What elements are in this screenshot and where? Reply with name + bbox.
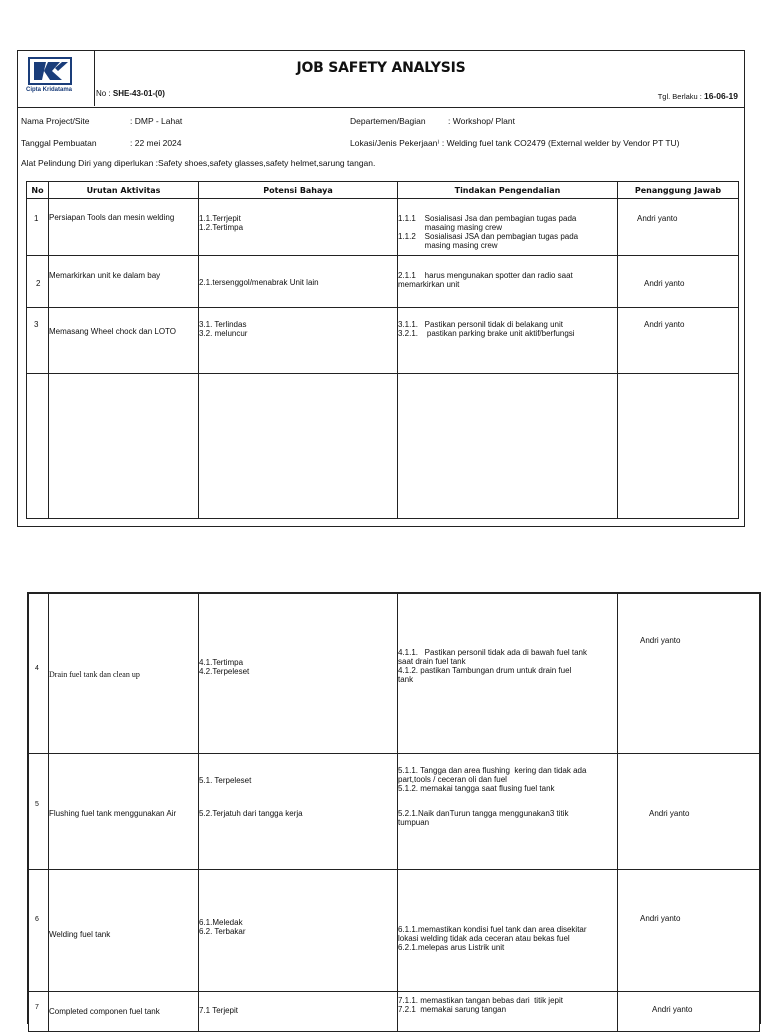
hazard-item: 6.1.Meledak <box>199 918 243 927</box>
row-pic: Andri yanto <box>644 279 685 288</box>
row-pic: Andri yanto <box>649 809 690 818</box>
control-item: part,tools / ceceran oli dan fuel <box>398 775 507 784</box>
table-empty-row <box>27 374 739 519</box>
table-row <box>29 992 760 1032</box>
effective-date <box>658 91 738 101</box>
row-pic: Andri yanto <box>652 1005 693 1014</box>
doc-no-label: No : <box>96 89 111 98</box>
tgl-value: 16-06-19 <box>703 91 738 101</box>
lokasi-text: Lokasi/Jenis Pekerjaan⁾ : Welding fuel tank CO2479 (External welder by Vendor PT TU) <box>350 138 680 148</box>
hazard-item: 2.1.tersenggol/menabrak Unit lain <box>199 278 319 287</box>
control-item: 6.1.1.memastikan kondisi fuel tank dan area disekitar <box>398 925 587 934</box>
control-item: memarkirkan unit <box>398 280 460 289</box>
tgl-label: Tgl. Berlaku : <box>657 92 702 101</box>
hazard-item: 1.1.Terrjepit <box>199 214 241 223</box>
row-no: 1 <box>34 214 39 223</box>
row-controls <box>398 320 575 338</box>
row-hazards <box>199 918 246 936</box>
table-row <box>27 199 739 256</box>
date-label: Tanggal Pembuatan <box>21 138 97 148</box>
apd-text: Alat Pelindung Diri yang diperlukan :Safety shoes,safety glasses,safety helmet,sarung tangan. <box>21 158 376 168</box>
control-item: 4.1.2. pastikan Tambungan drum untuk drain fuel <box>398 666 572 675</box>
date-value: : 22 mei 2024 <box>130 138 182 148</box>
control-item: 4.1.1. Pastikan personil tidak ada di bawah fuel tank <box>398 648 588 657</box>
row-activity: Persiapan Tools dan mesin welding <box>49 213 175 222</box>
col-hazard: Potensi Bahaya <box>199 182 398 199</box>
jsa-table-2 <box>28 593 760 1032</box>
control-item: saat drain fuel tank <box>398 657 466 666</box>
dept-label: Departemen/Bagian <box>350 116 426 126</box>
hazard-item: 3.1. Terlindas <box>199 320 247 329</box>
table-row <box>29 594 760 754</box>
jsa-page-2 <box>27 592 761 1024</box>
control-item: 5.2.1.Naik danTurun tangga menggunakan3 titik <box>398 809 569 818</box>
row-pic: Andri yanto <box>644 320 685 329</box>
row-no: 3 <box>34 320 39 329</box>
table-row <box>27 256 739 308</box>
row-activity: Welding fuel tank <box>49 930 111 939</box>
hazard-item: 4.1.Tertimpa <box>199 658 244 667</box>
table-row <box>29 870 760 992</box>
row-no: 5 <box>35 801 39 808</box>
row-controls <box>398 214 578 250</box>
control-item: tumpuan <box>398 818 430 827</box>
hazard-item: 1.2.Tertimpa <box>199 223 244 232</box>
table-row <box>29 754 760 870</box>
control-item: 7.1.1. memastikan tangan bebas dari titik jepit <box>398 996 563 1005</box>
col-pic: Penanggung Jawab <box>618 182 739 199</box>
hazard-item: 5.2.Terjatuh dari tangga kerja <box>199 809 303 818</box>
jsa-page-1 <box>17 50 745 527</box>
control-item: 1.1.2 Sosialisasi JSA dan pembagian tugas pada <box>398 232 579 241</box>
document-title: JOB SAFETY ANALYSIS <box>296 60 466 76</box>
row-controls <box>398 925 587 952</box>
row-activity: Memasang Wheel chock dan LOTO <box>49 327 177 336</box>
row-pic: Andri yanto <box>640 636 681 645</box>
row-controls <box>398 996 563 1014</box>
control-item: masing masing crew <box>398 241 498 250</box>
row-no: 2 <box>36 279 41 288</box>
row-activity: Memarkirkan unit ke dalam bay <box>49 271 161 280</box>
doc-no-value: SHE-43-01-(0) <box>112 89 165 98</box>
control-item: 3.2.1. pastikan parking brake unit aktif/berfungsi <box>398 329 575 338</box>
project-value: : DMP - Lahat <box>130 116 183 126</box>
hazard-item: 5.1. Terpeleset <box>199 776 252 785</box>
row-no: 6 <box>35 916 39 923</box>
col-activity: Urutan Aktivitas <box>49 182 199 199</box>
hazard-item: 3.2. meluncur <box>199 329 248 338</box>
hazard-item: 6.2. Terbakar <box>199 927 246 936</box>
row-controls <box>398 766 586 793</box>
table-row <box>27 308 739 374</box>
row-no: 4 <box>35 665 39 672</box>
row-controls <box>398 271 573 289</box>
col-no: No <box>27 182 49 199</box>
row-hazards <box>199 278 319 287</box>
control-item: 5.1.2. memakai tangga saat flusing fuel tank <box>398 784 555 793</box>
control-item: 6.2.1.melepas arus Listrik unit <box>398 943 505 952</box>
jsa-table-1 <box>26 181 739 519</box>
table-header-row <box>27 182 739 199</box>
control-item: 7.2.1 memakai sarung tangan <box>398 1005 507 1014</box>
dept-value: : Workshop/ Plant <box>448 116 515 126</box>
control-item: lokasi welding tidak ada ceceran atau bekas fuel <box>398 934 570 943</box>
row-pic: Andri yanto <box>640 914 681 923</box>
control-item: 2.1.1 harus mengunakan spotter dan radio saat <box>398 271 573 280</box>
row-pic: Andri yanto <box>637 214 678 223</box>
row-no: 7 <box>35 1004 39 1011</box>
hazard-item: 7.1 Terjepit <box>199 1006 238 1015</box>
control-item: tank <box>398 675 414 684</box>
row-hazards <box>199 658 249 676</box>
hazard-item: 4.2.Terpeleset <box>199 667 250 676</box>
logo-text: Cipta Kridatama <box>26 87 73 93</box>
row-controls <box>398 648 587 684</box>
row-hazards <box>199 214 243 232</box>
row-activity: Flushing fuel tank menggunakan Air <box>49 809 177 818</box>
control-item: 3.1.1. Pastikan personil tidak di belakang unit <box>398 320 563 329</box>
row-hazards <box>199 320 247 338</box>
col-control: Tindakan Pengendalian <box>398 182 618 199</box>
control-item: masaing masing crew <box>398 223 503 232</box>
project-label: Nama Project/Site <box>21 116 90 126</box>
control-item: 5.1.1. Tangga dan area flushing kering dan tidak ada <box>398 766 587 775</box>
control-item: 1.1.1 Sosialisasi Jsa dan pembagian tugas pada <box>398 214 577 223</box>
document-number <box>96 89 165 98</box>
row-activity: Drain fuel tank dan clean up <box>49 670 140 679</box>
document-header <box>18 51 744 108</box>
row-activity: Completed componen fuel tank <box>49 1007 160 1016</box>
row-controls <box>398 809 568 827</box>
